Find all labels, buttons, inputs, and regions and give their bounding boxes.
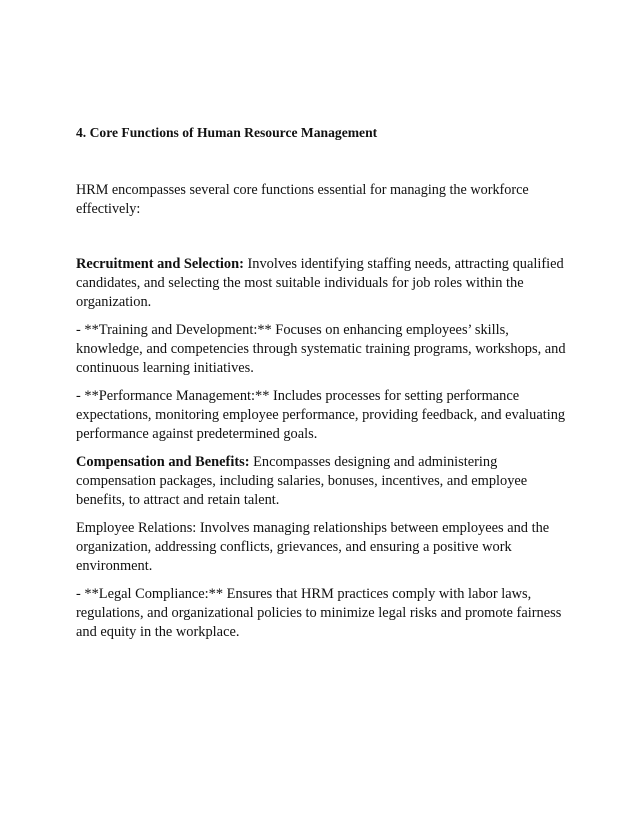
- paragraph-text: - **Legal Compliance:** Ensures that HRM practices comply with labor laws, regulations, and organizational policies to minimize legal risks and promote fairness and equity in the workplace.: [76, 586, 562, 640]
- paragraph-text: - **Training and Development:** Focuses on enhancing employees’ skills, knowledge, and competencies through systematic training programs, workshops, and continuous learning initiatives.: [76, 322, 566, 376]
- section-heading: 4. Core Functions of Human Resource Management: [76, 125, 378, 140]
- document-body: [76, 123, 566, 642]
- paragraph-lead: Compensation and Benefits:: [76, 454, 250, 470]
- paragraph-text: Encompasses designing and administering compensation packages, including salaries, bonuses, incentives, and employee benefits, to attract and retain talent.: [76, 454, 528, 508]
- paragraph-training: [76, 321, 566, 378]
- paragraph-legal-compliance: [76, 585, 566, 642]
- paragraph-text: Employee Relations: Involves managing relationships between employees and the organization, addressing conflicts, grievances, and ensuring a positive work environment.: [76, 520, 550, 574]
- paragraph-recruitment: [76, 255, 566, 312]
- paragraph-compensation: [76, 453, 566, 510]
- paragraph-performance: [76, 387, 566, 444]
- paragraph-lead: Recruitment and Selection:: [76, 256, 244, 272]
- paragraph-employee-relations: [76, 519, 566, 576]
- paragraph-text: Involves identifying staffing needs, attracting qualified candidates, and selecting the most suitable individuals for job roles within the organization.: [76, 256, 564, 310]
- paragraph-text: - **Performance Management:** Includes processes for setting performance expectations, monitoring employee performance, providing feedback, and evaluating performance against predetermined goals.: [76, 388, 566, 442]
- intro-paragraph: HRM encompasses several core functions essential for managing the workforce effectively:: [76, 182, 529, 217]
